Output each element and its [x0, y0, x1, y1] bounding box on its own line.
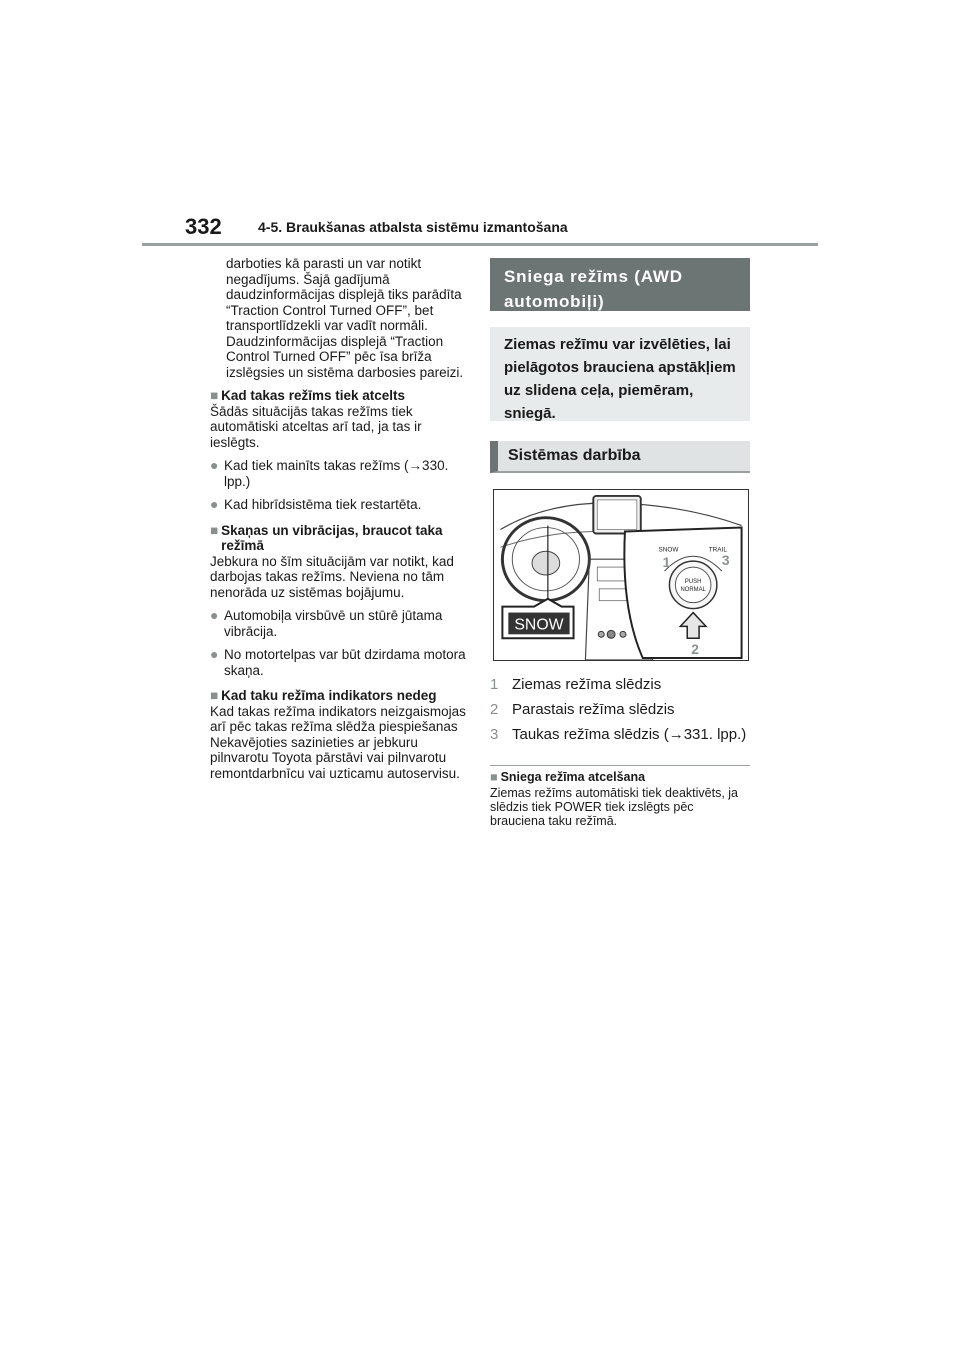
list-item: ● No motortelpas var būt dzirdama motora skaņa. — [210, 646, 466, 678]
square-marker-icon: ■ — [210, 688, 219, 703]
square-marker-icon: ■ — [210, 388, 219, 403]
subsection-heading: Sistēmas darbība — [490, 441, 750, 473]
bullet-dot-icon: ● — [210, 457, 219, 473]
legend-item: 3 Taukas režīma slēdzis (→331. lpp.) — [490, 726, 747, 743]
dial-normal-label: NORMAL — [680, 586, 706, 593]
dial-snow-label: SNOW — [658, 546, 679, 554]
figure-legend — [490, 672, 750, 747]
chapter-title: 4-5. Braukšanas atbalsta sistēmu izmantošana — [258, 219, 568, 235]
section-title-banner: Sniega režīms (AWD automobiļi) — [490, 258, 750, 311]
header-divider — [142, 243, 818, 246]
section-heading: ■ Kad taku režīma indikators nedeg — [210, 688, 437, 703]
page-number: 332 — [185, 214, 222, 239]
list-item: ● Kad tiek mainīts takas režīms (→330. lpp.) — [210, 457, 449, 489]
snow-mode-switch-illustration — [493, 489, 749, 661]
dial-push-label: PUSH — [684, 578, 702, 585]
section-text: Jebkura no šīm situācijām var notikt, kad darbojas takas režīms. Neviena no tām nenorāda uz sistēmas bojājumu. — [210, 553, 454, 600]
callout-number-1: 1 — [662, 554, 671, 571]
square-marker-icon: ■ — [490, 770, 498, 784]
callout-number-2: 2 — [691, 641, 699, 658]
list-item: ● Automobiļa virsbūvē un stūrē jūtama vibrācija. — [210, 607, 443, 639]
snow-indicator-label: SNOW — [514, 616, 564, 634]
section-heading: ■ Skaņas un vibrācijas, braucot taka režīmā — [210, 522, 443, 553]
intro-paragraph-2: Daudzinformācijas displejā “Traction Control Turned OFF” pēc īsa brīža izslēgsies un sistēma darbosies pareizi. — [226, 333, 464, 380]
subsection-divider — [490, 765, 750, 766]
square-marker-icon: ■ — [210, 522, 219, 538]
bullet-dot-icon: ● — [210, 496, 219, 512]
dial-trail-label: TRAIL — [708, 546, 727, 554]
section-text: Kad takas režīma indikators neizgaismojas arī pēc takas režīma slēdža piespiešanas Nekavējoties sazinieties ar jebkuru pilnvarotu Toyota pārstāvi vai pilnvarotu remontdarbnīcu vai uzticamu autoservisu. — [210, 703, 466, 781]
left-column — [210, 256, 468, 781]
bullet-dot-icon: ● — [210, 607, 219, 623]
note-text: Ziemas režīms automātiski tiek deaktivēts, ja slēdzis tiek POWER tiek izslēgts pēc brauciena taku režīmā. — [490, 786, 738, 828]
note-heading: ■ Sniega režīma atcelšana — [490, 770, 646, 784]
section-text: Šādās situācijās takas režīms tiek automātiski atceltas arī tad, ja tas ir ieslēgts. — [210, 403, 422, 450]
section-heading: ■ Kad takas režīms tiek atcelts — [210, 388, 406, 403]
list-item: ● Kad hibrīdsistēma tiek restartēta. — [210, 496, 422, 512]
bullet-dot-icon: ● — [210, 646, 219, 662]
intro-paragraph: darboties kā parasti un var notikt negadījums. Šajā gadījumā daudzinformācijas displejā tiks parādīta “Traction Control Turned OFF”, bet transportlīdzekli var vadīt normāli. — [226, 256, 462, 333]
legend-item: 1 Ziemas režīma slēdzis — [490, 676, 662, 693]
right-column — [490, 258, 750, 828]
callout-number-3: 3 — [721, 552, 730, 569]
lead-text-box: Ziemas režīmu var izvēlēties, lai pielāgotos brauciena apstākļiem uz slidena ceļa, piemēram, sniegā. — [490, 327, 750, 421]
legend-item: 2 Parastais režīma slēdzis — [490, 701, 675, 718]
